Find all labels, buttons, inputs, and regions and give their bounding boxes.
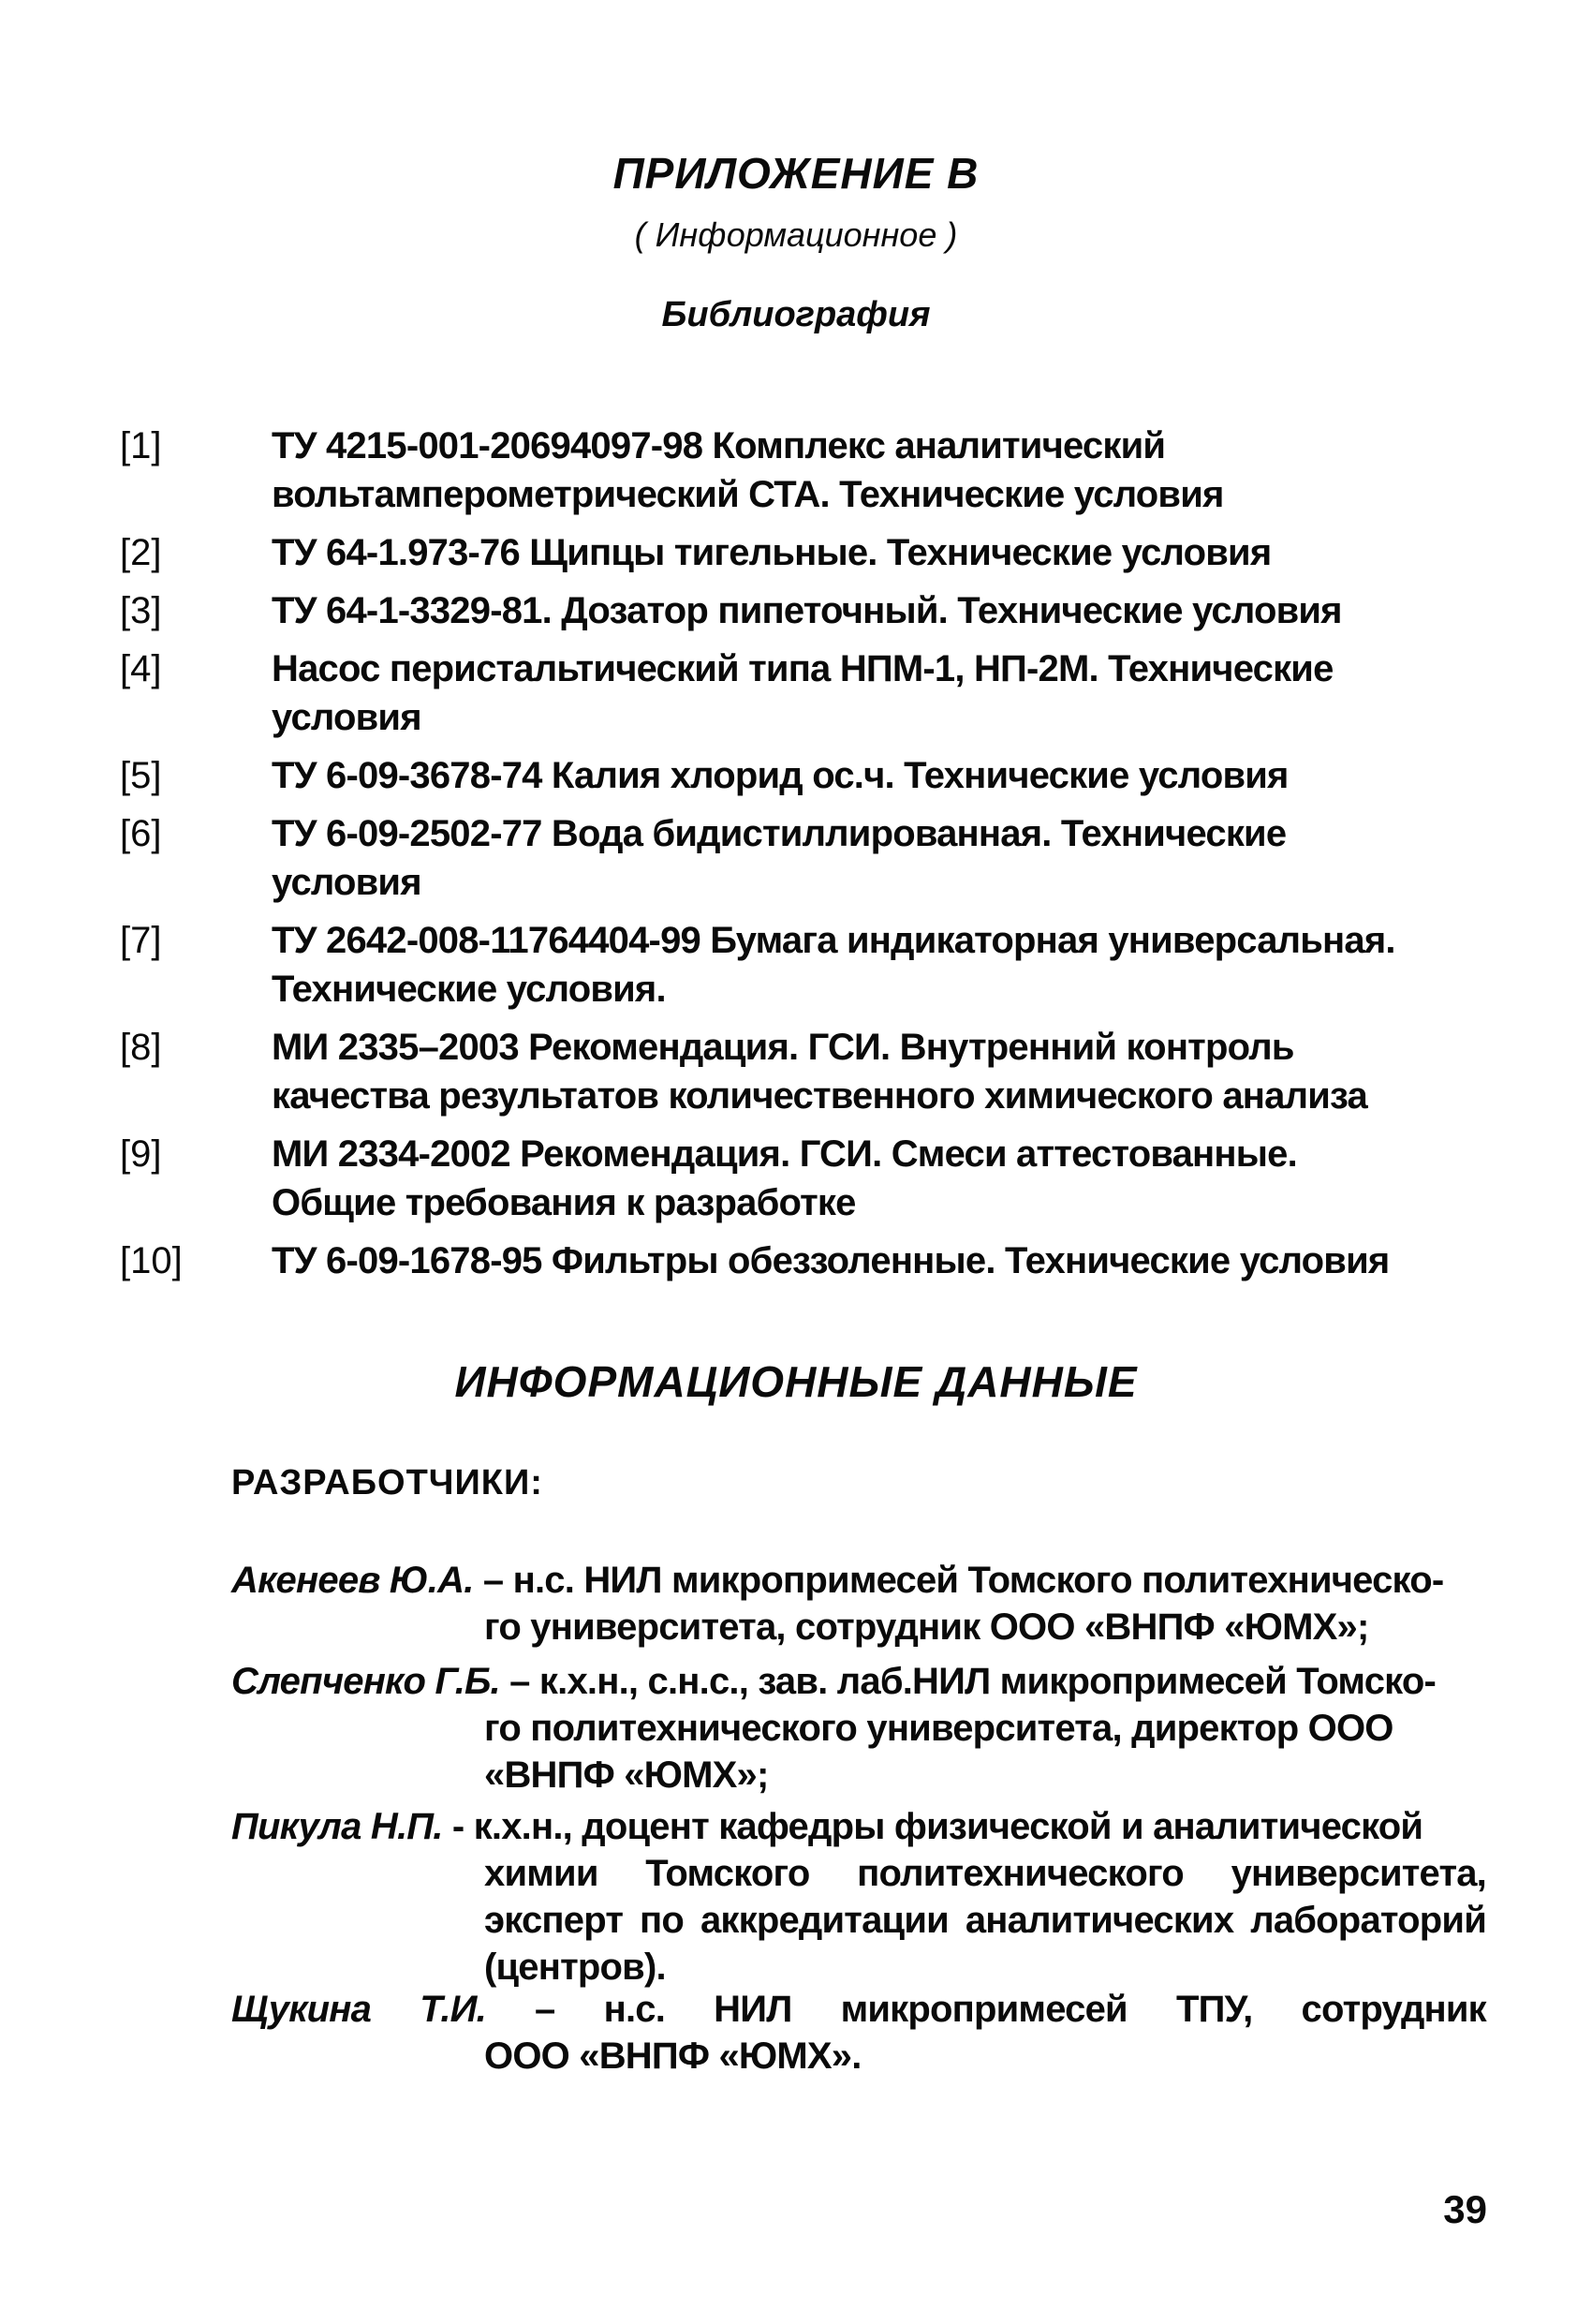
bibliography-text: ТУ 64-1.973-76 Щипцы тигельные. Технические условия xyxy=(272,532,1272,573)
developer-name: Слепченко Г.Б. xyxy=(231,1661,500,1702)
bibliography-text: ТУ 2642-008-11764404-99 Бумага индикаторная универсальная. Технические условия. xyxy=(272,920,1395,1010)
bibliography-item xyxy=(120,528,1431,577)
bibliography-number: [1] xyxy=(120,425,162,466)
developer-word: НИЛ xyxy=(714,1989,792,2030)
bibliography-number: [7] xyxy=(120,920,162,961)
developer-description: – к.х.н., с.н.с., зав. лаб.НИЛ микропримесей Томско- xyxy=(499,1661,1436,1702)
bibliography-text: ТУ 6-09-3678-74 Калия хлорид ос.ч. Технические условия xyxy=(272,755,1289,796)
bibliography-list xyxy=(120,422,1431,1295)
developer-name: Пикула Н.П. xyxy=(231,1806,443,1847)
bibliography-title: Библиография xyxy=(661,295,931,334)
bibliography-item xyxy=(120,751,1431,800)
bibliography-number: [5] xyxy=(120,755,162,796)
developer-description: - к.х.н., доцент кафедры физической и аналитической xyxy=(442,1806,1423,1847)
developer-entry xyxy=(231,1658,1486,1799)
developer-dash: – xyxy=(535,1989,555,2030)
bibliography-item xyxy=(120,1130,1431,1227)
developer-description-continued: химии Томского политехнического университета, эксперт по аккредитации аналитических лабораторий (центров). xyxy=(484,1853,1486,1988)
developer-line xyxy=(231,1986,1486,2033)
developer-description-continued: го политехнического университета, директор ООО «ВНПФ «ЮМХ»; xyxy=(484,1708,1393,1796)
developer-word: сотрудник xyxy=(1301,1989,1486,2030)
bibliography-item xyxy=(120,916,1431,1014)
developers-label: РАЗРАБОТЧИКИ: xyxy=(231,1463,543,1502)
developer-name: Щукина xyxy=(231,1989,372,2030)
bibliography-number: [2] xyxy=(120,532,162,573)
bibliography-number: [3] xyxy=(120,590,162,631)
developer-entry xyxy=(231,1986,1486,2080)
bibliography-item xyxy=(120,586,1431,635)
bibliography-item xyxy=(120,1023,1431,1120)
developer-word: н.с. xyxy=(603,1989,666,2030)
developer-description: – н.с. НИЛ микропримесей Томского политехническо- xyxy=(473,1560,1444,1601)
developer-word: ТПУ, xyxy=(1175,1989,1253,2030)
bibliography-item xyxy=(120,809,1431,907)
bibliography-number: [9] xyxy=(120,1133,162,1175)
bibliography-number: [4] xyxy=(120,648,162,689)
developer-word: микропримесей xyxy=(840,1989,1128,2030)
developer-description-continued: го университета, сотрудник ООО «ВНПФ «ЮМХ»; xyxy=(484,1606,1369,1648)
appendix-subtitle: ( Информационное ) xyxy=(634,215,958,254)
bibliography-item xyxy=(120,644,1431,742)
bibliography-text: ТУ 64-1-3329-81. Дозатор пипеточный. Технические условия xyxy=(272,590,1342,631)
developer-description-continued: ООО «ВНПФ «ЮМХ». xyxy=(484,2035,862,2077)
developer-entry xyxy=(231,1803,1486,1991)
bibliography-text: МИ 2334-2002 Рекомендация. ГСИ. Смеси аттестованные. Общие требования к разработке xyxy=(272,1133,1297,1223)
bibliography-number: [8] xyxy=(120,1027,162,1068)
bibliography-item xyxy=(120,1236,1431,1285)
appendix-title: ПРИЛОЖЕНИЕ В xyxy=(612,149,980,198)
page-number: 39 xyxy=(1443,2187,1487,2231)
bibliography-text: Насос перистальтический типа НПМ-1, НП-2М. Технические условия xyxy=(272,648,1334,738)
bibliography-text: МИ 2335–2003 Рекомендация. ГСИ. Внутренний контроль качества результатов количественного химического анализа xyxy=(272,1027,1367,1117)
bibliography-text: ТУ 6-09-2502-77 Вода бидистиллированная. Технические условия xyxy=(272,813,1287,903)
bibliography-text: ТУ 4215-001-20694097-98 Комплекс аналитический вольтамперометрический СТА. Технические условия xyxy=(272,425,1224,515)
info-section-title: ИНФОРМАЦИОННЫЕ ДАННЫЕ xyxy=(454,1357,1138,1406)
developer-name: Акенеев Ю.А. xyxy=(231,1560,474,1601)
developer-entry xyxy=(231,1557,1486,1650)
bibliography-text: ТУ 6-09-1678-95 Фильтры обеззоленные. Технические условия xyxy=(272,1240,1390,1281)
bibliography-number: [6] xyxy=(120,813,162,854)
bibliography-number: [10] xyxy=(120,1240,183,1281)
bibliography-item xyxy=(120,422,1431,519)
developer-initials: Т.И. xyxy=(420,1989,486,2030)
